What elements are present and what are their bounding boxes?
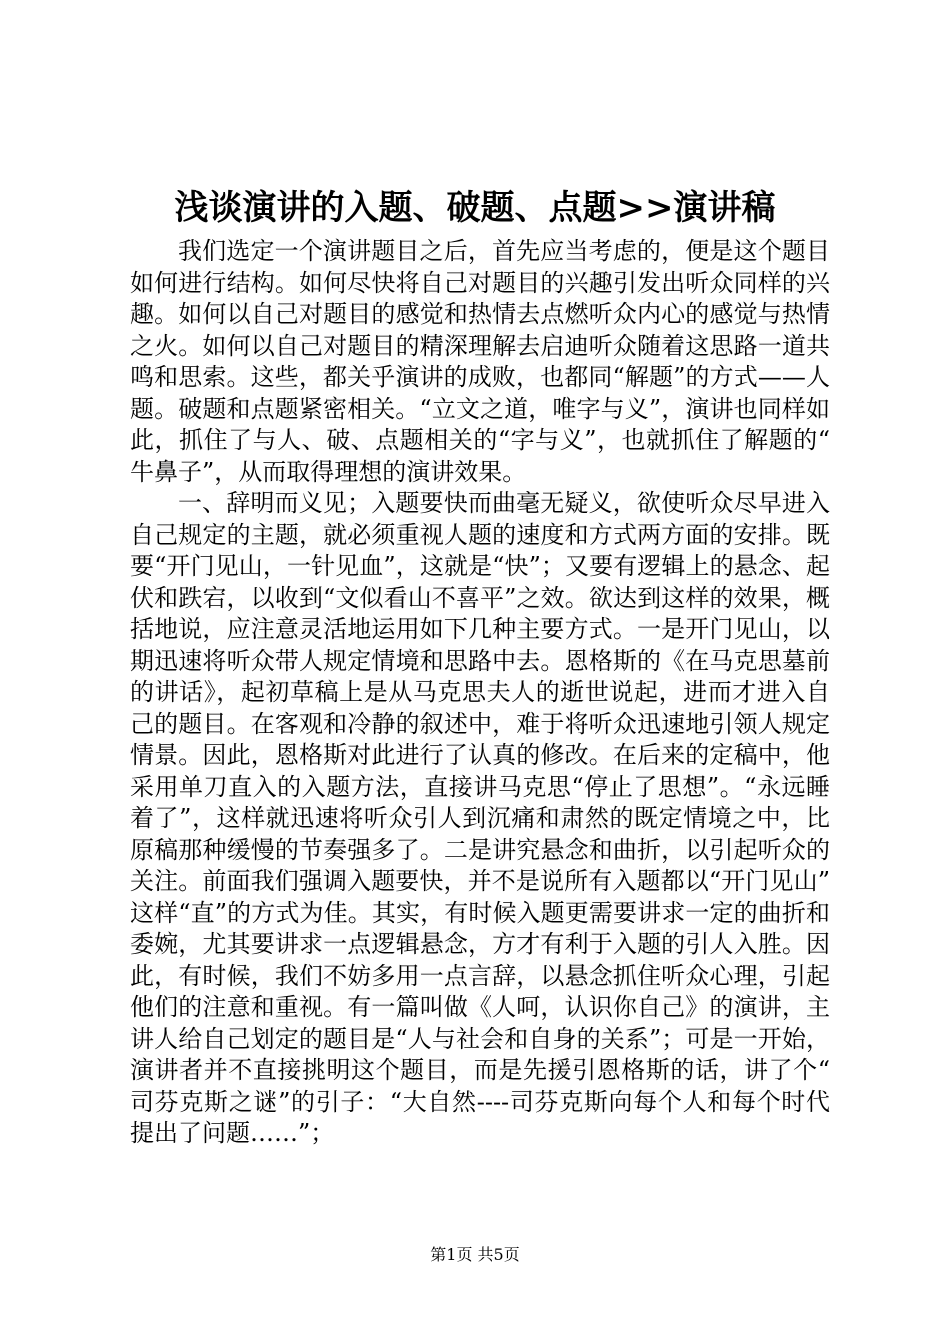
page-number: 第1页 共5页 xyxy=(430,1245,520,1264)
document-title: 浅谈演讲的入题、破题、点题>>演讲稿 xyxy=(174,188,776,228)
document-body xyxy=(130,236,830,1150)
paragraph-section-one: 一、辞明而义见；入题要快而曲毫无疑义，欲使听众尽早进入自己规定的主题，就必须重视人题的速度和方式两方面的安排。既要“开门见山，一针见血”，这就是“快”；又要有逻辑上的悬念、起伏和跌宕，以收到“文似看山不喜平”之效。欲达到这样的效果，概括地说，应注意灵活地运用如下几种主要方式。一是开门见山，以期迅速将听众带人规定情境和思路中去。恩格斯的《在马克思墓前的讲话》，起初草稿上是从马克思夫人的逝世说起，进而才进入自己的题目。在客观和冷静的叙述中，难于将听众迅速地引领人规定情景。因此，恩格斯对此进行了认真的修改。在后来的定稿中，他采用单刀直入的入题方法，直接讲马克思“停止了思想”。“永远睡着了”，这样就迅速将听众引人到沉痛和肃然的既定情境之中，比原稿那种缓慢的节奏强多了。二是讲究悬念和曲折，以引起听众的关注。前面我们强调入题要快，并不是说所有入题都以“开门见山”这样“直”的方式为佳。其实，有时候入题更需要讲求一定的曲折和委婉，尤其要讲求一点逻辑悬念，方才有利于入题的引人入胜。因此，有时候，我们不妨多用一点言辞，以悬念抓住听众心理，引起他们的注意和重视。有一篇叫做《人呵，认识你自己》的演讲，主讲人给自己划定的题目是“人与社会和自身的关系”；可是一开始，演讲者并不直接挑明这个题目，而是先援引恩格斯的话，讲了个“司芬克斯之谜”的引子：“大自然----司芬克斯向每个人和每个时代提出了问题……”； xyxy=(130,489,830,1147)
paragraph-intro: 我们选定一个演讲题目之后，首先应当考虑的，便是这个题目如何进行结构。如何尽快将自己对题目的兴趣引发出听众同样的兴趣。如何以自己对题目的感觉和热情去点燃听众内心的感觉与热情之火。如何以自己对题目的精深理解去启迪听众随着这思路一道共鸣和思索。这些，都关乎演讲的成败，也都同“解题”的方式——人题。破题和点题紧密相关。“立文之道，唯字与义”，演讲也同样如此，抓住了与人、破、点题相关的“字与义”，也就抓住了解题的“牛鼻子”，从而取得理想的演讲效果。 xyxy=(130,237,830,486)
page-footer xyxy=(0,1245,950,1265)
